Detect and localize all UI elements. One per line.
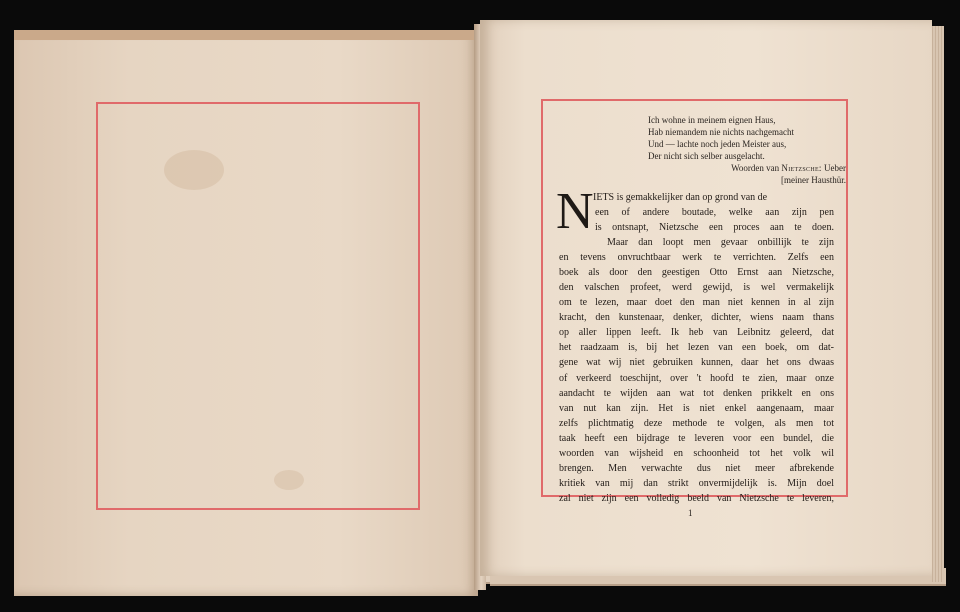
body-line: kritiek van mij dan strikt onvermijdelijk is. Mijn doel: [559, 477, 834, 489]
body-line: kracht, den kunstenaar, denker, dichter, wiens naam thans: [559, 312, 834, 324]
body-line: op aller lippen leeft. Ik heb van Leibnitz geleerd, dat: [559, 327, 834, 339]
attribution-author: Nietzsche:: [781, 163, 822, 173]
attribution-line2: [meiner Hausthür.: [781, 175, 846, 185]
motto-verse: [648, 114, 843, 162]
attribution-line1-end: Ueber: [824, 163, 846, 173]
body-line: boek als door den geestigen Otto Ernst aan Nietzsche,: [559, 267, 834, 279]
body-line: den valschen profeet, werd gewijd, is wel vermakelijk: [559, 282, 834, 294]
motto-line: Ich wohne in meinem eignen Haus,: [648, 115, 776, 125]
left-page-top-edge: [14, 30, 478, 40]
body-line: taak heeft een bijdrage te leveren voor een bundel, die: [559, 432, 834, 444]
body-line: een of andere boutade, welke aan zijn pen: [595, 207, 834, 218]
body-line: brengen. Men verwachte dus niet meer afbrekende: [559, 462, 834, 474]
body-line: gene wat wij niet gebruiken kunnen, daar het ons dwaas: [559, 357, 834, 369]
motto-attribution: [664, 162, 846, 186]
body-line: is ontsnapt, Nietzsche een proces aan te doen.: [595, 222, 834, 234]
body-line: IETS is gemakkelijker dan op grond van de: [593, 192, 768, 203]
body-text: [559, 205, 834, 506]
body-line: woorden van wijsheid en schoonheid tot het volk wil: [559, 447, 834, 459]
motto-line: Und — lachte noch jeden Meister aus,: [648, 139, 787, 149]
body-line: zelfs plichtmatig deze methode te volgen, als men tot: [559, 417, 834, 429]
body-line: en tevens onvruchtbaar werk te verrichten. Zelfs een: [559, 252, 834, 264]
body-line: aandacht te wijden aan wat tot denken prikkelt en ons: [559, 387, 834, 399]
body-line: of verkeerd toeschijnt, over 't hoofd te zien, maar onze: [559, 372, 834, 384]
motto-line: Der nicht sich selber ausgelacht.: [648, 151, 765, 161]
motto-line: Hab niemandem nie nichts nachgemacht: [648, 127, 794, 137]
body-line: van nut kan zijn. Het is niet enkel aangenaam, maar: [559, 402, 834, 414]
left-page-red-frame: [96, 102, 420, 510]
body-line: het raadzaam is, bij het lezen van een boek, om dat-: [559, 342, 834, 354]
body-line: Maar dan loopt men gevaar onbillijk te zijn: [607, 237, 834, 249]
attribution-prefix: Woorden van: [731, 163, 780, 173]
page-stack-edges: [930, 26, 944, 582]
page-number: 1: [688, 508, 693, 518]
body-line: om te lezen, maar doet den man niet kennen in al zijn: [559, 297, 834, 309]
body-line: zal niet zijn een volledig beeld van Nietzsche te leveren,: [559, 492, 834, 504]
drop-cap: N: [556, 183, 594, 240]
